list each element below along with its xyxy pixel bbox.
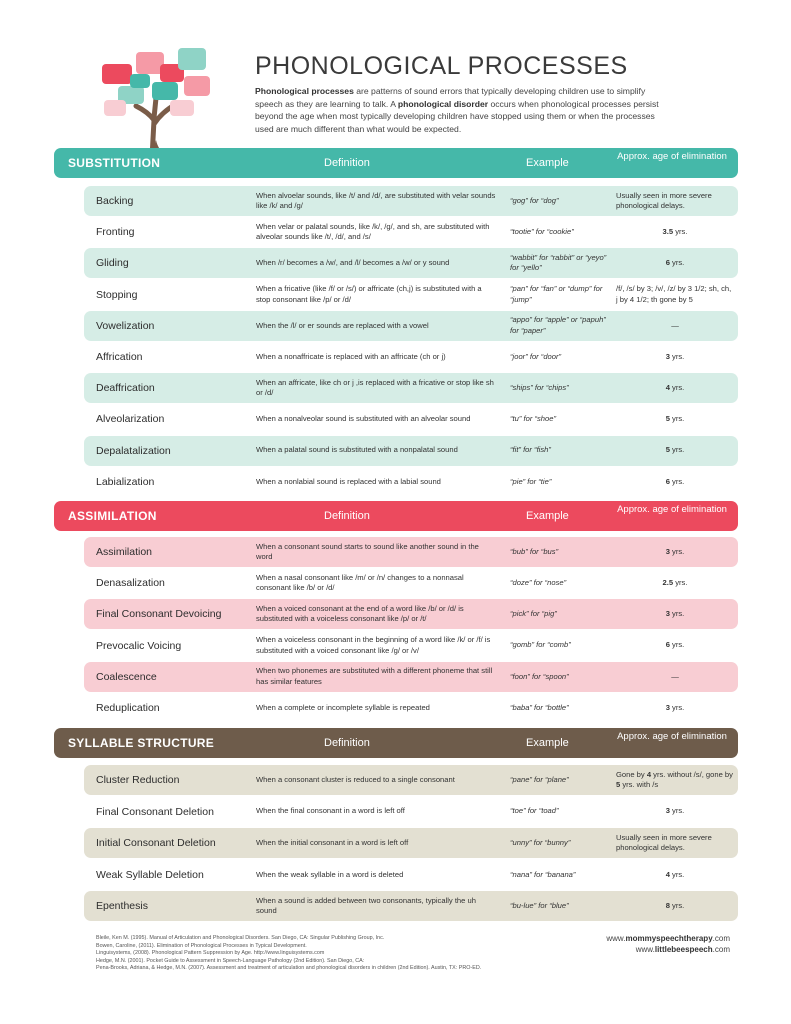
- process-definition: When a palatal sound is substituted with a nonpalatal sound: [256, 445, 458, 455]
- table-row: [84, 860, 738, 890]
- process-definition: When two phonemes are substituted with a different phoneme that still has similar features: [256, 666, 493, 686]
- process-name: Denasalization: [96, 577, 165, 590]
- elimination-age-text: [666, 901, 685, 912]
- age-unit: yrs.: [669, 806, 685, 816]
- age-unit: yrs.: [673, 577, 688, 587]
- table-row: [84, 828, 738, 858]
- column-header-example: Example: [526, 737, 569, 749]
- intro-term-disorder: phonological disorder: [397, 98, 489, 109]
- elimination-age-text: [666, 477, 685, 488]
- elimination-age-text: [616, 770, 734, 791]
- age-number: 3: [665, 806, 670, 816]
- process-example: “pie” for “tie”: [510, 476, 552, 486]
- process-name: Epenthesis: [96, 900, 148, 913]
- age-part: Gone by: [616, 769, 647, 779]
- process-example: “joor” for “door”: [510, 351, 562, 361]
- process-definition: When the /l/ or er sounds are replaced with a vowel: [256, 320, 429, 330]
- elimination-age: [616, 342, 734, 372]
- column-header-definition: Definition: [324, 157, 370, 169]
- table-row: [84, 891, 738, 921]
- table-row: [84, 373, 738, 403]
- process-example: “gomb” for “comb”: [510, 640, 571, 650]
- elimination-age-text: [666, 258, 685, 269]
- column-header-example: Example: [526, 510, 569, 522]
- process-name: Deaffrication: [96, 382, 155, 395]
- table-row: [84, 186, 738, 216]
- section-header-substitution: [54, 148, 738, 178]
- process-name: Vowelization: [96, 319, 155, 332]
- process-example: “appo” for “apple” or “papuh” for “paper”: [510, 315, 606, 335]
- age-unit: yrs.: [669, 869, 685, 879]
- tree-logo-icon: [96, 40, 216, 160]
- elimination-age: Usually seen in more severe phonological delays.: [616, 190, 712, 210]
- age-number: 6: [665, 640, 670, 650]
- reference-item: Linguisystems, (2008). Phonological Pattern Suppression by Age. http://www.linguisystems.com: [96, 950, 325, 957]
- process-name: Assimilation: [96, 546, 153, 558]
- intro-text-2: occurs when phonological processes persist beyond the age when most typically developing children have stopped using them or when the processes used are much different than what would be expected.: [255, 98, 659, 134]
- process-name: Cluster Reduction: [96, 774, 180, 786]
- process-name: Labialization: [96, 475, 155, 488]
- age-unit: yrs.: [669, 901, 685, 911]
- process-definition: When the weak syllable in a word is deleted: [256, 869, 404, 879]
- age-number: 3: [665, 546, 670, 556]
- age-unit: yrs.: [673, 226, 688, 236]
- column-header-example: Example: [526, 157, 569, 169]
- process-definition: When a voiced consonant at the end of a word like /b/ or /d/ is substituted with a voiceless consonant like /p/ or /t/: [256, 603, 464, 624]
- age-unit: yrs.: [669, 258, 685, 268]
- process-example: “baba” for “bottle”: [510, 702, 569, 712]
- section-title: SUBSTITUTION: [68, 156, 161, 170]
- process-example: “doze” for “nose”: [510, 577, 567, 587]
- process-example: “bu-lue” for “blue”: [510, 901, 569, 911]
- column-header-definition: Definition: [324, 510, 370, 522]
- process-name: Depalatalization: [96, 444, 171, 457]
- process-name: Coalescence: [96, 670, 157, 683]
- age-part: 5: [616, 780, 621, 789]
- elimination-age: [616, 248, 734, 278]
- elimination-age-text: [666, 806, 685, 817]
- table-row: [84, 599, 738, 629]
- process-name: Stopping: [96, 288, 138, 301]
- intro-paragraph: [255, 85, 675, 135]
- age-part: 4: [646, 769, 652, 779]
- elimination-age: [616, 568, 734, 598]
- process-definition: When a consonant sound starts to sound like another sound in the word: [256, 541, 479, 561]
- elimination-age-text: [666, 640, 685, 651]
- process-definition: When a nasal consonant like /m/ or /n/ changes to a nonnasal consonant like /b/ or /d/: [256, 572, 464, 593]
- table-row: [84, 631, 738, 661]
- age-number: 5: [665, 445, 670, 455]
- process-definition: When a consonant cluster is reduced to a single consonant: [256, 774, 455, 784]
- age-number: 3: [665, 702, 670, 712]
- process-example: “tu” for “shoe”: [510, 414, 556, 424]
- elimination-age: Usually seen in more severe phonological delays.: [616, 832, 712, 853]
- table-row: [84, 537, 738, 567]
- age-unit: yrs.: [669, 609, 685, 619]
- table-row: [84, 765, 738, 795]
- age-number: 6: [665, 258, 670, 268]
- column-header-definition: Definition: [324, 737, 370, 749]
- process-example: “ships” for “chips”: [510, 382, 569, 392]
- age-unit: yrs.: [669, 702, 685, 712]
- process-name: Backing: [96, 195, 134, 207]
- column-header-age: Approx. age of elimination: [617, 504, 727, 515]
- process-definition: When a sound is added between two consonants, typically the uh sound: [256, 895, 476, 916]
- table-row: [84, 280, 738, 310]
- process-definition: When an affricate, like ch or j ,is replaced with a fricative or stop like sh or /d/: [256, 377, 494, 398]
- age-number: 6: [665, 476, 670, 486]
- age-number: 3: [665, 351, 670, 361]
- process-example: “nana” for “banana”: [510, 869, 576, 879]
- table-row: [84, 662, 738, 692]
- process-example: “gog” for “dog”: [510, 195, 559, 205]
- process-example: “unny” for “bunny”: [510, 837, 571, 847]
- elimination-age: [616, 436, 734, 466]
- elimination-age: [616, 537, 734, 567]
- elimination-age-text: [666, 383, 685, 394]
- age-unit: yrs.: [669, 640, 685, 650]
- elimination-age: [616, 599, 734, 629]
- age-unit: yrs.: [669, 546, 685, 556]
- process-example: “fit” for “fish”: [510, 445, 551, 455]
- elimination-age-text: [666, 414, 685, 425]
- table-row: [84, 217, 738, 247]
- elimination-age-text: [666, 445, 685, 456]
- elimination-age: —: [671, 320, 679, 330]
- section-title: SYLLABLE STRUCTURE: [68, 736, 215, 750]
- table-row: [84, 311, 738, 341]
- elimination-age: [616, 797, 734, 827]
- age-number: 3: [665, 609, 670, 619]
- elimination-age: [616, 631, 734, 661]
- elimination-age-text: [666, 870, 685, 881]
- process-definition: When a nonlabial sound is replaced with a labial sound: [256, 476, 441, 486]
- elimination-age-text: [666, 703, 685, 714]
- process-definition: When a complete or incomplete syllable is repeated: [256, 702, 430, 712]
- process-name: Reduplication: [96, 702, 160, 714]
- process-name: Alveolarization: [96, 413, 165, 426]
- elimination-age-text: [663, 227, 688, 238]
- table-row: [84, 404, 738, 434]
- table-row: [84, 568, 738, 598]
- link-mommyspeechtherapy[interactable]: www.mommyspeechtherapy.com: [606, 934, 730, 943]
- age-unit: yrs.: [669, 351, 685, 361]
- process-example: “wabbit” for “rabbit” or “yeyo” for “yello”: [510, 252, 607, 273]
- reference-item: Bleile, Ken M. (1995). Manual of Articulation and Phonological Disorders. San Diego, CA: Singular Publishing Group, Inc.: [96, 935, 385, 941]
- age-number: 8: [665, 901, 670, 911]
- process-definition: When /r/ becomes a /w/, and /l/ becomes a /w/ or y sound: [256, 258, 450, 268]
- process-definition: When the initial consonant in a word is left off: [256, 837, 409, 847]
- table-row: [84, 797, 738, 827]
- age-number: 3.5: [662, 226, 674, 236]
- age-number: 4: [665, 382, 670, 392]
- process-definition: When a fricative (like /f/ or /s/) or affricate (ch,j) is substituted with a stop consonant like /p/ or /d/: [256, 284, 482, 304]
- age-number: 2.5: [662, 577, 674, 587]
- section-header-assimilation: [54, 501, 738, 531]
- age-unit: yrs.: [669, 445, 685, 455]
- age-unit: yrs.: [669, 476, 685, 486]
- elimination-age: [616, 404, 734, 434]
- process-name: Gliding: [96, 257, 129, 270]
- table-row: [84, 436, 738, 466]
- elimination-age: [616, 467, 734, 497]
- section-title: ASSIMILATION: [68, 509, 157, 523]
- age-number: 5: [665, 414, 670, 424]
- process-example: “foon” for “spoon”: [510, 671, 569, 681]
- elimination-age-text: [666, 547, 685, 558]
- references: [96, 935, 566, 973]
- process-definition: When the final consonant in a word is left off: [256, 806, 405, 816]
- elimination-age: /f/, /s/ by 3; /v/, /z/ by 3 1/2; sh, ch, j by 4 1/2; th gone by 5: [616, 284, 732, 304]
- elimination-age-text: [666, 352, 685, 363]
- elimination-age: [616, 891, 734, 921]
- age-unit: yrs.: [669, 382, 685, 392]
- table-row: [84, 342, 738, 372]
- reference-item: Bowen, Caroline, (2011). Elimination of Phonological Processes in Typical Development.: [96, 942, 307, 949]
- reference-item: Hedge, M.N. (2001). Pocket Guide to Assessment in Speech-Language Pathology (2nd Edition). San Diego, CA:: [96, 957, 365, 964]
- elimination-age-text: [666, 609, 685, 620]
- table-row: [84, 467, 738, 497]
- age-unit: yrs.: [669, 414, 685, 424]
- process-definition: When a nonalveolar sound is substituted with an alveolar sound: [256, 414, 471, 424]
- link-littlebeespeech[interactable]: www.littlebeespeech.com: [635, 945, 730, 954]
- reference-item: Pena-Brooks, Adriana, & Hedge, M.N. (2007). Assessment and treatment of articulation and phonological disorders in children (2nd Edition). Austin, TX: PRO-ED.: [96, 965, 482, 972]
- age-part: yrs. with /s: [620, 780, 659, 789]
- table-row: [84, 248, 738, 278]
- process-definition: When a voiceless consonant in the beginning of a word like /k/ or /f/ is substituted with a voiced consonant like /g/ or /v/: [256, 635, 491, 655]
- intro-term-processes: Phonological processes: [255, 86, 354, 96]
- age-number: 4: [665, 869, 670, 879]
- elimination-age: [616, 765, 734, 795]
- process-example: “pan” for “fan” or “dump” for “jump”: [510, 284, 603, 304]
- process-name: Final Consonant Devoicing: [96, 608, 222, 621]
- elimination-age: [616, 217, 734, 247]
- elimination-age: —: [671, 671, 679, 681]
- process-example: “bub” for “bus”: [510, 546, 559, 556]
- column-header-age: Approx. age of elimination: [617, 151, 727, 162]
- process-example: “pick” for “pig”: [510, 609, 557, 619]
- website-links: [560, 933, 730, 955]
- intro-text-1: are patterns of sound errors that typically developing children use to simplify speech as they are learning to talk. A: [255, 86, 646, 109]
- process-example: “tootie” for “cookie”: [510, 226, 574, 236]
- process-name: Fronting: [96, 226, 135, 239]
- process-definition: When velar or palatal sounds, like /k/, /g/, and sh, are substituted with alveolar sounds like /t/, /d/, and /s/: [256, 221, 490, 242]
- elimination-age: [616, 373, 734, 403]
- process-definition: When a nonaffricate is replaced with an affricate (ch or j): [256, 351, 446, 361]
- column-header-age: Approx. age of elimination: [617, 731, 727, 742]
- elimination-age: [616, 693, 734, 723]
- process-name: Affrication: [96, 351, 143, 363]
- process-name: Weak Syllable Deletion: [96, 868, 204, 881]
- process-example: “toe” for “toad”: [510, 806, 559, 816]
- table-row: [84, 693, 738, 723]
- process-name: Initial Consonant Deletion: [96, 837, 216, 850]
- process-definition: When alvoelar sounds, like /t/ and /d/, are substituted with velar sounds like /k/ and /g/: [256, 190, 496, 210]
- age-part: yrs. without /s/, gone by: [651, 769, 733, 779]
- elimination-age-text: [663, 578, 688, 589]
- process-name: Final Consonant Deletion: [96, 805, 214, 818]
- section-header-syllable: [54, 728, 738, 758]
- page-title: PHONOLOGICAL PROCESSES: [255, 52, 628, 80]
- process-name: Prevocalic Voicing: [96, 639, 182, 652]
- elimination-age: [616, 860, 734, 890]
- process-example: “pane” for “plane”: [510, 774, 569, 784]
